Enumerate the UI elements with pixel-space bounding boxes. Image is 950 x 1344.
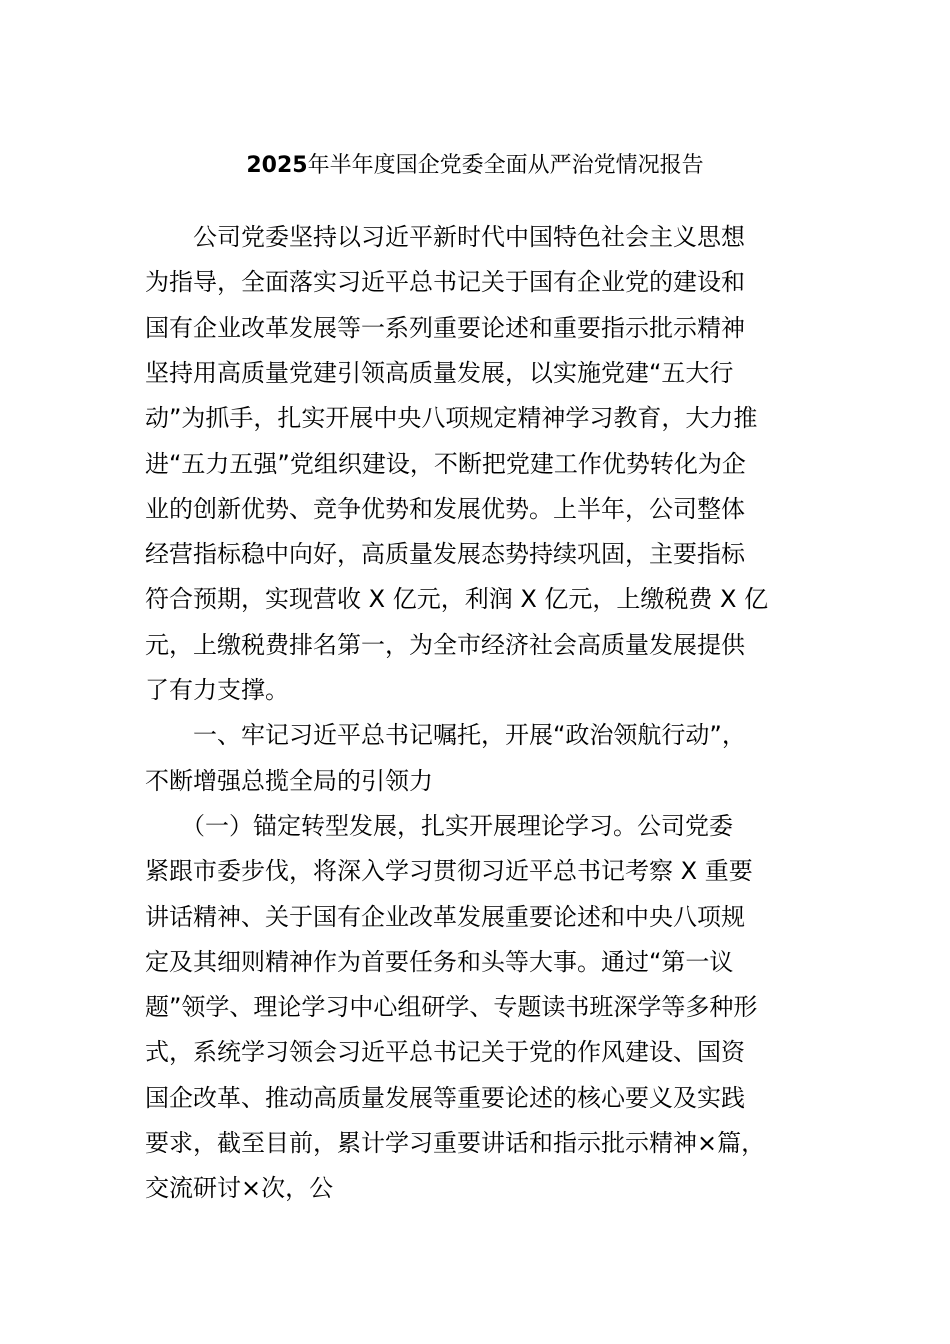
- body-line: 符合预期，实现营收 X 亿元，利润 X 亿元，上缴税费 X 亿: [145, 585, 769, 614]
- body-line: 了有力支撑。: [145, 676, 289, 704]
- body-line: 定及其细则精神作为首要任务和头等大事。通过“第一议: [145, 947, 734, 976]
- body-line: 不断增强总揽全局的引领力: [145, 766, 433, 795]
- body-line: 紧跟市委步伐，将深入学习贯彻习近平总书记考察 X 重要: [145, 857, 753, 886]
- body-line: 交流研讨×次，公: [145, 1174, 334, 1203]
- document-title: [0, 150, 950, 182]
- body-line: 公司党委坚持以习近平新时代中国特色社会主义思想: [145, 223, 745, 251]
- body-line: 动”为抓手，扎实开展中央八项规定精神学习教育，大力推: [145, 404, 758, 433]
- title-year: 2025: [246, 153, 308, 178]
- body-line: （一）锚定转型发展，扎实开展理论学习。公司党委: [145, 811, 733, 840]
- body-line: 进“五力五强”党组织建设，不断把党建工作优势转化为企: [145, 449, 746, 478]
- body-line: 元，上缴税费排名第一，为全市经济社会高质量发展提供: [145, 630, 745, 659]
- body-line: 题”领学、理论学习中心组研学、专题读书班深学等多种形: [145, 993, 758, 1022]
- body-line: 要求，截至目前，累计学习重要讲话和指示批示精神×篇，: [145, 1129, 766, 1157]
- body-line: 讲话精神、关于国有企业改革发展重要论述和中央八项规: [145, 902, 745, 931]
- title-text: 年半年度国企党委全面从严治党情况报告: [307, 153, 704, 178]
- body-line: 国有企业改革发展等一系列重要论述和重要指示批示精神: [145, 313, 745, 342]
- body-line: 坚持用高质量党建引领高质量发展，以实施党建“五大行: [145, 358, 734, 387]
- body-line: 业的创新优势、竞争优势和发展优势。上半年，公司整体: [145, 494, 745, 523]
- body-line: 国企改革、推动高质量发展等重要论述的核心要义及实践: [145, 1083, 745, 1112]
- body-line: 式，系统学习领会习近平总书记关于党的作风建设、国资: [145, 1038, 745, 1067]
- body-line: 一、牢记习近平总书记嘱托，开展“政治领航行动”，: [145, 721, 746, 750]
- body-line: 经营指标稳中向好，高质量发展态势持续巩固，主要指标: [145, 540, 745, 569]
- body-line: 为指导，全面落实习近平总书记关于国有企业党的建设和: [145, 268, 745, 297]
